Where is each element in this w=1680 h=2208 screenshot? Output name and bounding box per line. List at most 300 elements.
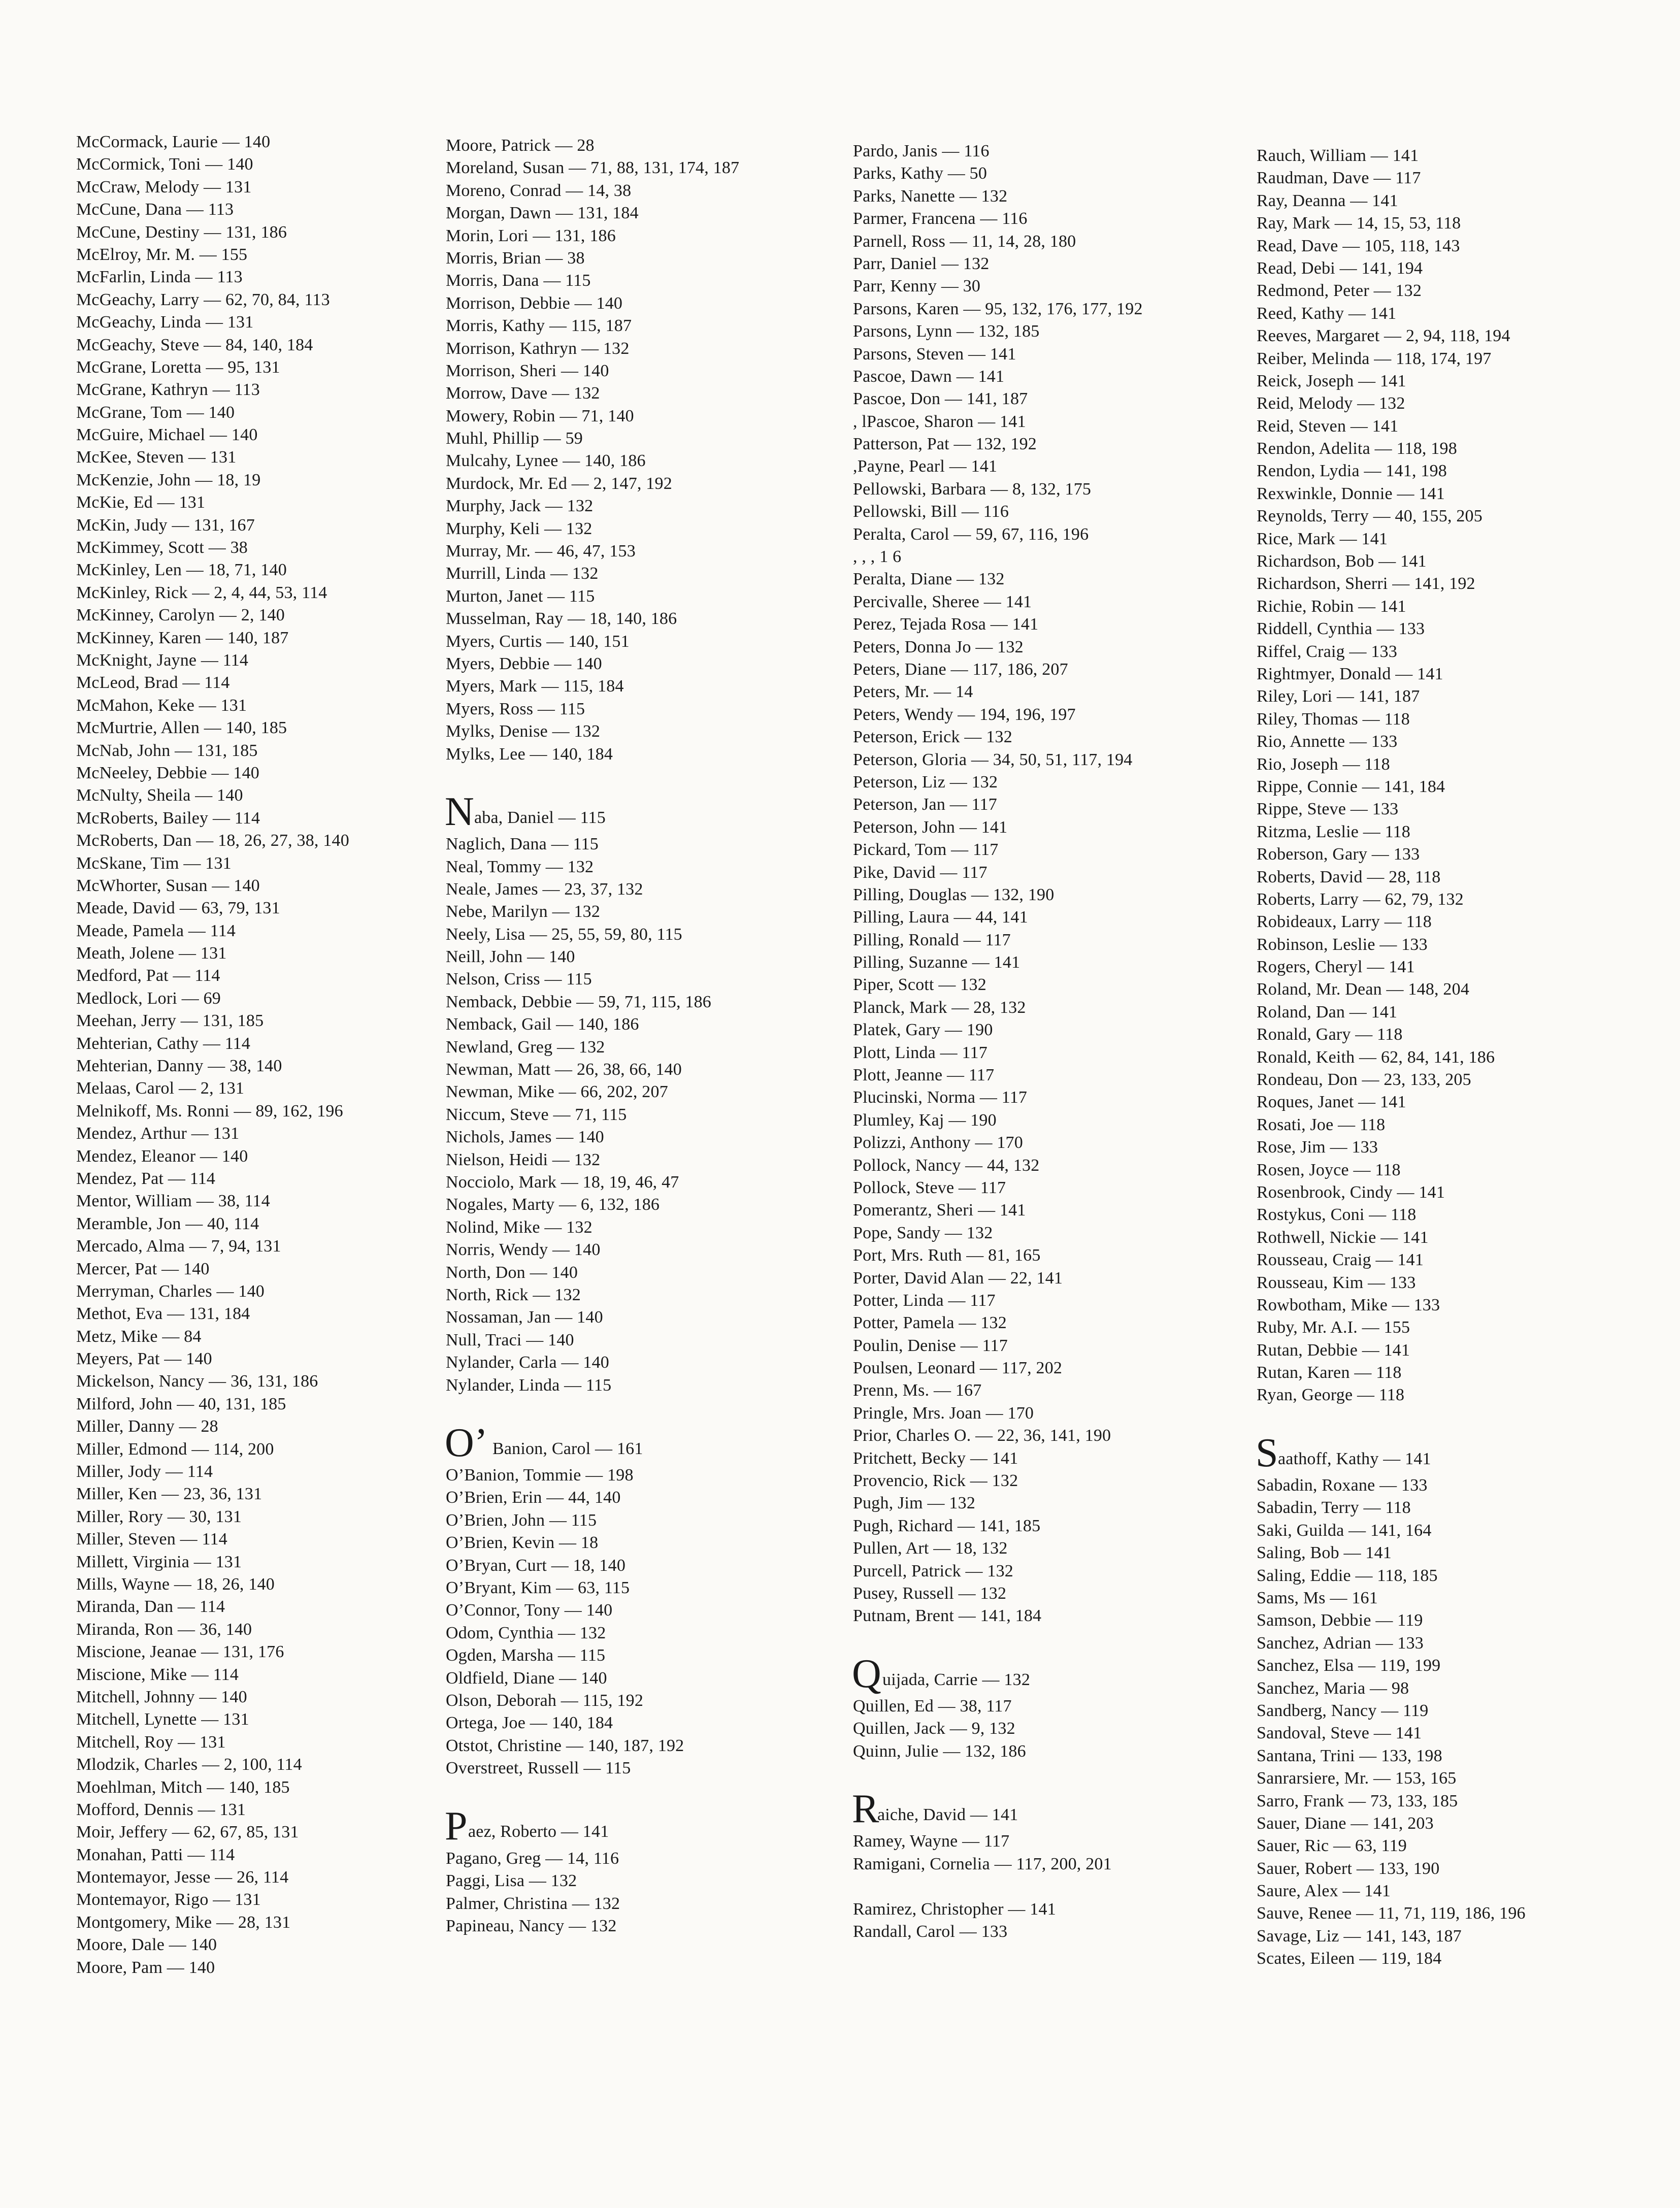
index-entry: Roberson, Gary — 133 — [1257, 845, 1420, 864]
index-entry: Millett, Virginia — 131 — [76, 1552, 242, 1571]
index-entry: Pilling, Douglas — 132, 190 — [853, 885, 1055, 904]
section-lead-entry — [1257, 1429, 1526, 1474]
index-entry: Rosati, Joe — 118 — [1257, 1115, 1386, 1134]
index-entry: Mercado, Alma — 7, 94, 131 — [76, 1237, 281, 1256]
index-entry: Meade, David — 63, 79, 131 — [76, 899, 280, 918]
index-entry: McGuire, Michael — 140 — [76, 425, 258, 445]
index-entry: Piper, Scott — 132 — [853, 975, 986, 995]
index-entry: Meehan, Jerry — 131, 185 — [76, 1011, 264, 1031]
index-entry: Muhl, Phillip — 59 — [446, 429, 583, 448]
index-entry: O’Brien, Erin — 44, 140 — [446, 1488, 621, 1507]
index-entry: Rousseau, Craig — 141 — [1257, 1250, 1424, 1270]
section-initial-letter: N — [445, 789, 474, 835]
index-entry: O’Bryant, Kim — 63, 115 — [446, 1578, 630, 1598]
index-entry: Nebe, Marilyn — 132 — [446, 902, 601, 921]
index-entry: Rio, Annette — 133 — [1257, 732, 1398, 751]
index-entry: Pellowski, Barbara — 8, 132, 175 — [853, 479, 1092, 499]
index-entry: McCormick, Toni — 140 — [76, 155, 253, 174]
index-entry: Peterson, Liz — 132 — [853, 772, 998, 792]
index-entry: Meramble, Jon — 40, 114 — [76, 1214, 259, 1233]
index-entry: Plucinski, Norma — 117 — [853, 1088, 1028, 1107]
section-lead-text: aiche, David — 141 — [877, 1805, 1018, 1824]
index-entry: Mulcahy, Lynee — 140, 186 — [446, 451, 646, 471]
index-entry: Samson, Debbie — 119 — [1257, 1611, 1423, 1630]
index-entry: Mofford, Dennis — 131 — [76, 1800, 246, 1819]
index-entry: McElroy, Mr. M. — 155 — [76, 245, 248, 264]
index-entry: Nelson, Criss — 115 — [446, 970, 592, 989]
index-entry: Sauve, Renee — 11, 71, 119, 186, 196 — [1257, 1904, 1526, 1923]
index-entry: McGeachy, Larry — 62, 70, 84, 113 — [76, 290, 330, 309]
index-entry: McKimmey, Scott — 38 — [76, 538, 248, 557]
index-entry: Palmer, Christina — 132 — [446, 1894, 620, 1913]
section-lead-entry — [446, 1419, 739, 1464]
index-entry: Nolind, Mike — 132 — [446, 1217, 592, 1237]
index-entry: McGrane, Loretta — 95, 131 — [76, 357, 280, 377]
index-entry: Murphy, Keli — 132 — [446, 519, 592, 538]
index-entry: Mills, Wayne — 18, 26, 140 — [76, 1575, 275, 1594]
index-entry: Rightmyer, Donald — 141 — [1257, 664, 1443, 683]
section-lead-entry — [446, 788, 739, 833]
index-entry: Saure, Alex — 141 — [1257, 1882, 1391, 1901]
index-entry: Newland, Greg — 132 — [446, 1037, 605, 1057]
index-entry: Pardo, Janis — 116 — [853, 142, 990, 160]
index-entry: Rostykus, Coni — 118 — [1257, 1205, 1417, 1225]
index-entry: Potter, Pamela — 132 — [853, 1313, 1007, 1333]
index-entry: Peters, Wendy — 194, 196, 197 — [853, 705, 1076, 724]
index-entry: Platek, Gary — 190 — [853, 1020, 993, 1040]
index-entry: Patterson, Pat — 132, 192 — [853, 435, 1037, 454]
index-entry: Neely, Lisa — 25, 55, 59, 80, 115 — [446, 925, 682, 944]
index-entry: Plumley, Kaj — 190 — [853, 1110, 997, 1130]
index-entry: Raudman, Dave — 117 — [1257, 169, 1421, 188]
index-entry: Myers, Ross — 115 — [446, 699, 585, 718]
index-entry: Polizzi, Anthony — 170 — [853, 1133, 1023, 1152]
index-entry: Rogers, Cheryl — 141 — [1257, 958, 1415, 977]
index-entry: Peterson, Jan — 117 — [853, 795, 997, 814]
index-entry: Rose, Jim — 133 — [1257, 1138, 1378, 1157]
index-entry: Read, Debi — 141, 194 — [1257, 258, 1423, 278]
index-entry: Pringle, Mrs. Joan — 170 — [853, 1403, 1034, 1423]
index-entry: McKenzie, John — 18, 19 — [76, 470, 261, 489]
index-entry: Ramey, Wayne — 117 — [853, 1832, 1010, 1851]
index-entry: Pascoe, Dawn — 141 — [853, 367, 1005, 386]
index-entry: Pollock, Steve — 117 — [853, 1178, 1006, 1197]
index-entry: Ogden, Marsha — 115 — [446, 1646, 606, 1665]
index-entry: Ramigani, Cornelia — 117, 200, 201 — [853, 1854, 1112, 1873]
section-gap — [446, 1780, 739, 1802]
index-entry: McRoberts, Dan — 18, 26, 27, 38, 140 — [76, 831, 349, 850]
index-entry: ,Payne, Pearl — 141 — [853, 457, 998, 476]
index-entry: Niccum, Steve — 71, 115 — [446, 1105, 627, 1124]
index-entry: Nocciolo, Mark — 18, 19, 46, 47 — [446, 1172, 679, 1192]
index-entry: Mlodzik, Charles — 2, 100, 114 — [76, 1755, 302, 1774]
index-entry: Prenn, Ms. — 167 — [853, 1381, 982, 1400]
index-entry: Nemback, Debbie — 59, 71, 115, 186 — [446, 992, 711, 1011]
index-entry: Newman, Matt — 26, 38, 66, 140 — [446, 1060, 682, 1079]
index-entry: Saling, Bob — 141 — [1257, 1543, 1392, 1563]
index-entry: Montemayor, Rigo — 131 — [76, 1890, 261, 1909]
index-entry: Saling, Eddie — 118, 185 — [1257, 1566, 1438, 1585]
index-entry: McKinley, Rick — 2, 4, 44, 53, 114 — [76, 583, 327, 602]
index-entry: Merryman, Charles — 140 — [76, 1281, 265, 1301]
index-entry: Sandberg, Nancy — 119 — [1257, 1701, 1429, 1720]
index-entry: Peralta, Carol — 59, 67, 116, 196 — [853, 524, 1089, 544]
index-entry: Mehterian, Danny — 38, 140 — [76, 1057, 282, 1076]
index-entry: Moore, Pam — 140 — [76, 1958, 215, 1977]
index-entry: Port, Mrs. Ruth — 81, 165 — [853, 1246, 1041, 1265]
index-entry: Moehlman, Mitch — 140, 185 — [76, 1777, 290, 1797]
index-entry: Roland, Mr. Dean — 148, 204 — [1257, 980, 1470, 999]
section-initial-letter: S — [1256, 1431, 1278, 1476]
index-entry: Medford, Pat — 114 — [76, 966, 220, 985]
index-entry: McCune, Destiny — 131, 186 — [76, 222, 287, 242]
index-entry: Roland, Dan — 141 — [1257, 1002, 1398, 1021]
section-gap — [853, 1763, 1143, 1785]
index-entry: Ryan, George — 118 — [1257, 1386, 1405, 1405]
index-entry: Reid, Melody — 132 — [1257, 394, 1405, 413]
index-entry: Sandoval, Steve — 141 — [1257, 1724, 1422, 1743]
index-entry: McGeachy, Linda — 131 — [76, 313, 254, 332]
index-entry: Robinson, Leslie — 133 — [1257, 935, 1428, 954]
index-entry: Morris, Brian — 38 — [446, 248, 585, 268]
index-entry: Miscione, Jeanae — 131, 176 — [76, 1642, 284, 1662]
index-entry: McNab, John — 131, 185 — [76, 741, 258, 760]
index-entry: Miranda, Ron — 36, 140 — [76, 1620, 252, 1639]
index-entry: Naglich, Dana — 115 — [446, 835, 599, 854]
index-entry: Reed, Kathy — 141 — [1257, 304, 1397, 323]
index-entry: McNeeley, Debbie — 140 — [76, 763, 259, 782]
index-entry: Montemayor, Jesse — 26, 114 — [76, 1868, 289, 1887]
index-entry: Parks, Nanette — 132 — [853, 186, 1008, 206]
index-entry: Myers, Debbie — 140 — [446, 654, 602, 673]
index-entry: McKinney, Karen — 140, 187 — [76, 628, 289, 647]
index-entry: McGeachy, Steve — 84, 140, 184 — [76, 335, 313, 354]
index-entry: Roberts, Larry — 62, 79, 132 — [1257, 889, 1464, 909]
index-entry: Parsons, Steven — 141 — [853, 344, 1016, 364]
section-initial-letter: P — [445, 1803, 468, 1849]
index-entry: Peterson, John — 141 — [853, 817, 1008, 837]
index-entry: Plott, Jeanne — 117 — [853, 1066, 995, 1085]
index-entry: Rio, Joseph — 118 — [1257, 754, 1390, 774]
index-entry: Miscione, Mike — 114 — [76, 1665, 239, 1684]
index-entry: Parnell, Ross — 11, 14, 28, 180 — [853, 232, 1076, 251]
index-entry: Nichols, James — 140 — [446, 1128, 604, 1147]
index-entry: Peterson, Gloria — 34, 50, 51, 117, 194 — [853, 750, 1133, 769]
index-entry: Riley, Thomas — 118 — [1257, 709, 1410, 729]
index-entry: Pollock, Nancy — 44, 132 — [853, 1156, 1040, 1175]
index-entry: Prior, Charles O. — 22, 36, 141, 190 — [853, 1426, 1111, 1445]
index-entry: Read, Dave — 105, 118, 143 — [1257, 236, 1460, 255]
index-entry: Olson, Deborah — 115, 192 — [446, 1691, 644, 1710]
index-column-2 — [446, 135, 739, 1937]
index-entry: Pickard, Tom — 117 — [853, 840, 999, 860]
index-entry: Mehterian, Cathy — 114 — [76, 1034, 251, 1053]
section-gap — [446, 766, 739, 788]
index-entry: McKee, Steven — 131 — [76, 448, 237, 467]
index-entry: Pope, Sandy — 132 — [853, 1223, 993, 1242]
index-entry: Pellowski, Bill — 116 — [853, 502, 1009, 521]
index-entry: Neale, James — 23, 37, 132 — [446, 879, 643, 899]
section-lead-text: uijada, Carrie — 132 — [882, 1670, 1031, 1689]
index-entry: Poulsen, Leonard — 117, 202 — [853, 1359, 1063, 1378]
index-entry: Santana, Trini — 133, 198 — [1257, 1746, 1442, 1765]
index-entry: O’Brien, John — 115 — [446, 1510, 597, 1530]
index-entry: Rosen, Joyce — 118 — [1257, 1160, 1401, 1179]
index-entry: Rosenbrook, Cindy — 141 — [1257, 1182, 1445, 1202]
index-entry: Miller, Edmond — 114, 200 — [76, 1439, 274, 1459]
section-lead-entry — [853, 1786, 1143, 1831]
index-entry: McFarlin, Linda — 113 — [76, 268, 243, 287]
section-lead-text: Banion, Carol — 161 — [492, 1439, 643, 1458]
index-entry: Murray, Mr. — 46, 47, 153 — [446, 542, 636, 561]
index-entry: Montgomery, Mike — 28, 131 — [76, 1913, 291, 1932]
index-entry: Riley, Lori — 141, 187 — [1257, 687, 1420, 706]
index-entry: Miranda, Dan — 114 — [76, 1597, 225, 1617]
index-entry: Reynolds, Terry — 40, 155, 205 — [1257, 507, 1483, 526]
index-entry: Pilling, Laura — 44, 141 — [853, 908, 1028, 927]
index-entry: Plott, Linda — 117 — [853, 1043, 987, 1062]
index-entry: McCormack, Laurie — 140 — [76, 133, 271, 151]
index-entry: Moore, Dale — 140 — [76, 1935, 217, 1955]
index-entry: Reid, Steven — 141 — [1257, 416, 1399, 436]
index-entry: Sauer, Ric — 63, 119 — [1257, 1836, 1407, 1856]
index-entry: O’Connor, Tony — 140 — [446, 1601, 613, 1620]
index-entry: Nylander, Carla — 140 — [446, 1353, 609, 1372]
section-initial-letter: O’ — [445, 1421, 488, 1466]
index-entry: O’Banion, Tommie — 198 — [446, 1466, 634, 1485]
index-entry: Sauer, Robert — 133, 190 — [1257, 1859, 1440, 1878]
index-entry: Ray, Mark — 14, 15, 53, 118 — [1257, 214, 1461, 233]
index-entry: Miller, Ken — 23, 36, 131 — [76, 1485, 262, 1504]
index-entry: McCune, Dana — 113 — [76, 200, 234, 219]
index-entry: Miller, Jody — 114 — [76, 1462, 213, 1481]
index-entry: Morgan, Dawn — 131, 184 — [446, 204, 639, 223]
index-entry: Sabadin, Roxane — 133 — [1257, 1476, 1428, 1495]
index-entry: Pugh, Richard — 141, 185 — [853, 1516, 1041, 1535]
index-entry: Moore, Patrick — 28 — [446, 136, 595, 155]
index-entry: Roberts, David — 28, 118 — [1257, 867, 1441, 886]
index-entry: Morrow, Dave — 132 — [446, 384, 600, 403]
index-entry: Pilling, Suzanne — 141 — [853, 953, 1020, 972]
index-entry: Richardson, Sherri — 141, 192 — [1257, 574, 1475, 594]
index-entry: Medlock, Lori — 69 — [76, 988, 221, 1008]
index-entry: Moir, Jeffery — 62, 67, 85, 131 — [76, 1823, 299, 1842]
index-entry: Nemback, Gail — 140, 186 — [446, 1015, 639, 1034]
index-entry: Nogales, Marty — 6, 132, 186 — [446, 1195, 660, 1214]
index-entry: Odom, Cynthia — 132 — [446, 1623, 606, 1642]
index-entry: McWhorter, Susan — 140 — [76, 876, 260, 895]
index-entry: Robideaux, Larry — 118 — [1257, 912, 1432, 932]
index-entry: Mickelson, Nancy — 36, 131, 186 — [76, 1372, 318, 1391]
index-entry: Moreland, Susan — 71, 88, 131, 174, 187 — [446, 158, 740, 178]
index-entry: Sarro, Frank — 73, 133, 185 — [1257, 1791, 1458, 1810]
index-entry: McSkane, Tim — 131 — [76, 853, 232, 873]
index-entry: Mylks, Lee — 140, 184 — [446, 744, 613, 764]
index-entry: Paggi, Lisa — 132 — [446, 1871, 577, 1891]
index-entry: Peters, Mr. — 14 — [853, 682, 973, 702]
index-entry: Richie, Robin — 141 — [1257, 597, 1406, 616]
index-entry: Parmer, Francena — 116 — [853, 209, 1028, 228]
index-entry: Melnikoff, Ms. Ronni — 89, 162, 196 — [76, 1101, 343, 1121]
index-entry: Papineau, Nancy — 132 — [446, 1916, 617, 1935]
index-entry: Murrill, Linda — 132 — [446, 564, 599, 583]
index-column-1 — [76, 131, 349, 1979]
index-entry: Rippe, Connie — 141, 184 — [1257, 777, 1445, 796]
index-entry: Scates, Eileen — 119, 184 — [1257, 1949, 1442, 1968]
index-entry: Reick, Joseph — 141 — [1257, 371, 1406, 390]
index-entry: Milford, John — 40, 131, 185 — [76, 1394, 286, 1413]
index-entry: Peterson, Erick — 132 — [853, 728, 1012, 747]
index-entry: Ronald, Gary — 118 — [1257, 1025, 1403, 1044]
index-entry: Sauer, Diane — 141, 203 — [1257, 1814, 1434, 1833]
index-entry: Musselman, Ray — 18, 140, 186 — [446, 609, 677, 629]
index-entry: Pugh, Jim — 132 — [853, 1494, 976, 1513]
index-entry: , lPascoe, Sharon — 141 — [853, 412, 1026, 431]
index-entry: McNulty, Sheila — 140 — [76, 786, 243, 805]
index-entry: Sanchez, Elsa — 119, 199 — [1257, 1656, 1441, 1675]
index-entry: Randall, Carol — 133 — [853, 1922, 1008, 1941]
index-entry: Rowbotham, Mike — 133 — [1257, 1295, 1440, 1314]
index-entry: Sanrarsiere, Mr. — 153, 165 — [1257, 1769, 1457, 1788]
index-entry: Norris, Wendy — 140 — [446, 1240, 601, 1260]
index-entry: McKie, Ed — 131 — [76, 493, 206, 512]
index-entry: Neill, John — 140 — [446, 947, 575, 967]
section-gap — [853, 1628, 1143, 1650]
index-entry: McMahon, Keke — 131 — [76, 696, 247, 715]
index-entry: McLeod, Brad — 114 — [76, 673, 230, 693]
index-entry: Morin, Lori — 131, 186 — [446, 226, 616, 245]
index-entry: Parr, Daniel — 132 — [853, 254, 990, 273]
index-entry: Purcell, Patrick — 132 — [853, 1561, 1014, 1580]
index-entry: Riddell, Cynthia — 133 — [1257, 619, 1425, 639]
index-entry: Ruby, Mr. A.I. — 155 — [1257, 1318, 1410, 1337]
index-entry: Rothwell, Nickie — 141 — [1257, 1228, 1429, 1247]
index-entry: Murton, Janet — 115 — [446, 586, 595, 606]
index-entry: Nylander, Linda — 115 — [446, 1375, 612, 1395]
index-entry: Mowery, Robin — 71, 140 — [446, 406, 634, 425]
section-initial-letter: Q — [852, 1651, 881, 1696]
index-entry: Reeves, Margaret — 2, 94, 118, 194 — [1257, 326, 1510, 346]
index-entry: Null, Traci — 140 — [446, 1330, 574, 1349]
index-entry: Perez, Tejada Rosa — 141 — [853, 615, 1039, 634]
index-entry: McGrane, Kathryn — 113 — [76, 380, 260, 400]
section-lead-text: aba, Daniel — 115 — [474, 808, 606, 827]
index-entry: Savage, Liz — 141, 143, 187 — [1257, 1926, 1462, 1946]
index-entry: Parsons, Karen — 95, 132, 176, 177, 192 — [853, 299, 1143, 318]
index-entry: McKinney, Carolyn — 2, 140 — [76, 606, 285, 625]
index-entry: Roques, Janet — 141 — [1257, 1093, 1406, 1112]
index-entry: Monahan, Patti — 114 — [76, 1845, 235, 1864]
index-entry: Ortega, Joe — 140, 184 — [446, 1713, 613, 1733]
index-entry: Peters, Diane — 117, 186, 207 — [853, 660, 1068, 679]
index-entry: O’Brien, Kevin — 18 — [446, 1533, 599, 1553]
index-entry: McCraw, Melody — 131 — [76, 177, 252, 196]
index-entry: Myers, Mark — 115, 184 — [446, 677, 624, 696]
index-entry: Riffel, Craig — 133 — [1257, 642, 1398, 661]
index-entry: Newman, Mike — 66, 202, 207 — [446, 1082, 668, 1102]
index-entry: Putnam, Brent — 141, 184 — [853, 1606, 1042, 1626]
index-entry: Metz, Mike — 84 — [76, 1327, 202, 1346]
index-entry: Mitchell, Lynette — 131 — [76, 1710, 249, 1729]
index-entry: Pascoe, Don — 141, 187 — [853, 389, 1028, 409]
index-entry: Sanchez, Maria — 98 — [1257, 1678, 1409, 1698]
index-entry: Murphy, Jack — 132 — [446, 497, 594, 516]
index-entry: Otstot, Christine — 140, 187, 192 — [446, 1736, 684, 1755]
index-entry: Nossaman, Jan — 140 — [446, 1308, 603, 1327]
index-entry: Quinn, Julie — 132, 186 — [853, 1741, 1026, 1761]
index-entry: Saki, Guilda — 141, 164 — [1257, 1521, 1432, 1540]
index-entry: Mendez, Pat — 114 — [76, 1169, 216, 1188]
index-entry: Rexwinkle, Donnie — 141 — [1257, 484, 1445, 503]
index-entry: Mentor, William — 38, 114 — [76, 1192, 270, 1211]
section-gap — [1257, 1407, 1526, 1429]
index-entry: Neal, Tommy — 132 — [446, 857, 594, 876]
index-entry: Peters, Donna Jo — 132 — [853, 637, 1024, 656]
index-entry: Parks, Kathy — 50 — [853, 164, 987, 183]
index-entry: Miller, Steven — 114 — [76, 1530, 227, 1549]
index-entry: Pritchett, Becky — 141 — [853, 1448, 1018, 1468]
index-entry: Methot, Eva — 131, 184 — [76, 1304, 250, 1324]
index-entry: Percivalle, Sheree — 141 — [853, 592, 1032, 611]
index-entry: Nielson, Heidi — 132 — [446, 1150, 601, 1169]
index-entry: Overstreet, Russell — 115 — [446, 1759, 631, 1778]
index-entry: Morrison, Kathryn — 132 — [446, 339, 630, 358]
index-entry: Moreno, Conrad — 14, 38 — [446, 181, 632, 200]
index-entry: Parr, Kenny — 30 — [853, 277, 981, 296]
index-entry: Rondeau, Don — 23, 133, 205 — [1257, 1070, 1471, 1090]
index-entry: Porter, David Alan — 22, 141 — [853, 1268, 1063, 1288]
index-entry: Sams, Ms — 161 — [1257, 1589, 1378, 1608]
index-entry: Morrison, Debbie — 140 — [446, 293, 623, 313]
index-entry: Poulin, Denise — 117 — [853, 1336, 1008, 1355]
index-entry: Provencio, Rick — 132 — [853, 1471, 1018, 1491]
index-entry: Ritzma, Leslie — 118 — [1257, 822, 1411, 841]
index-entry: Mercer, Pat — 140 — [76, 1259, 210, 1278]
index-entry: Pullen, Art — 18, 132 — [853, 1539, 1008, 1558]
index-entry: Oldfield, Diane — 140 — [446, 1668, 607, 1688]
index-entry: Morris, Kathy — 115, 187 — [446, 316, 632, 336]
index-entry: McKnight, Jayne — 114 — [76, 650, 249, 670]
section-lead-entry — [446, 1802, 739, 1848]
index-entry: Redmond, Peter — 132 — [1257, 281, 1422, 301]
index-entry: Morris, Dana — 115 — [446, 271, 591, 290]
index-entry: Meath, Jolene — 131 — [76, 944, 227, 963]
index-entry: Parsons, Lynn — 132, 185 — [853, 322, 1040, 341]
index-entry: Melaas, Carol — 2, 131 — [76, 1079, 245, 1098]
index-entry: Rousseau, Kim — 133 — [1257, 1273, 1416, 1292]
section-lead-text: aez, Roberto — 141 — [468, 1822, 609, 1841]
index-entry: North, Don — 140 — [446, 1263, 578, 1282]
index-entry — [853, 1875, 1143, 1898]
index-entry: Myers, Curtis — 140, 151 — [446, 632, 630, 651]
index-entry: Rutan, Debbie — 141 — [1257, 1340, 1410, 1360]
index-entry: Quillen, Jack — 9, 132 — [853, 1719, 1015, 1738]
index-entry: Ray, Deanna — 141 — [1257, 191, 1398, 210]
section-lead-text: aathoff, Kathy — 141 — [1278, 1449, 1431, 1468]
index-entry: Rendon, Lydia — 141, 198 — [1257, 462, 1447, 481]
index-entry: Murdock, Mr. Ed — 2, 147, 192 — [446, 474, 672, 493]
index-entry: Peralta, Diane — 132 — [853, 570, 1005, 589]
index-entry: McMurtrie, Allen — 140, 185 — [76, 718, 287, 738]
index-entry: North, Rick — 132 — [446, 1285, 581, 1304]
index-entry: Sanchez, Adrian — 133 — [1257, 1633, 1424, 1653]
index-entry: Rauch, William — 141 — [1257, 146, 1419, 165]
section-lead-entry — [853, 1650, 1143, 1695]
index-entry: Pagano, Greg — 14, 116 — [446, 1849, 619, 1868]
index-entry: Rice, Mark — 141 — [1257, 529, 1388, 548]
index-entry: McKinley, Len — 18, 71, 140 — [76, 561, 287, 580]
index-entry: Pomerantz, Sheri — 141 — [853, 1201, 1026, 1220]
